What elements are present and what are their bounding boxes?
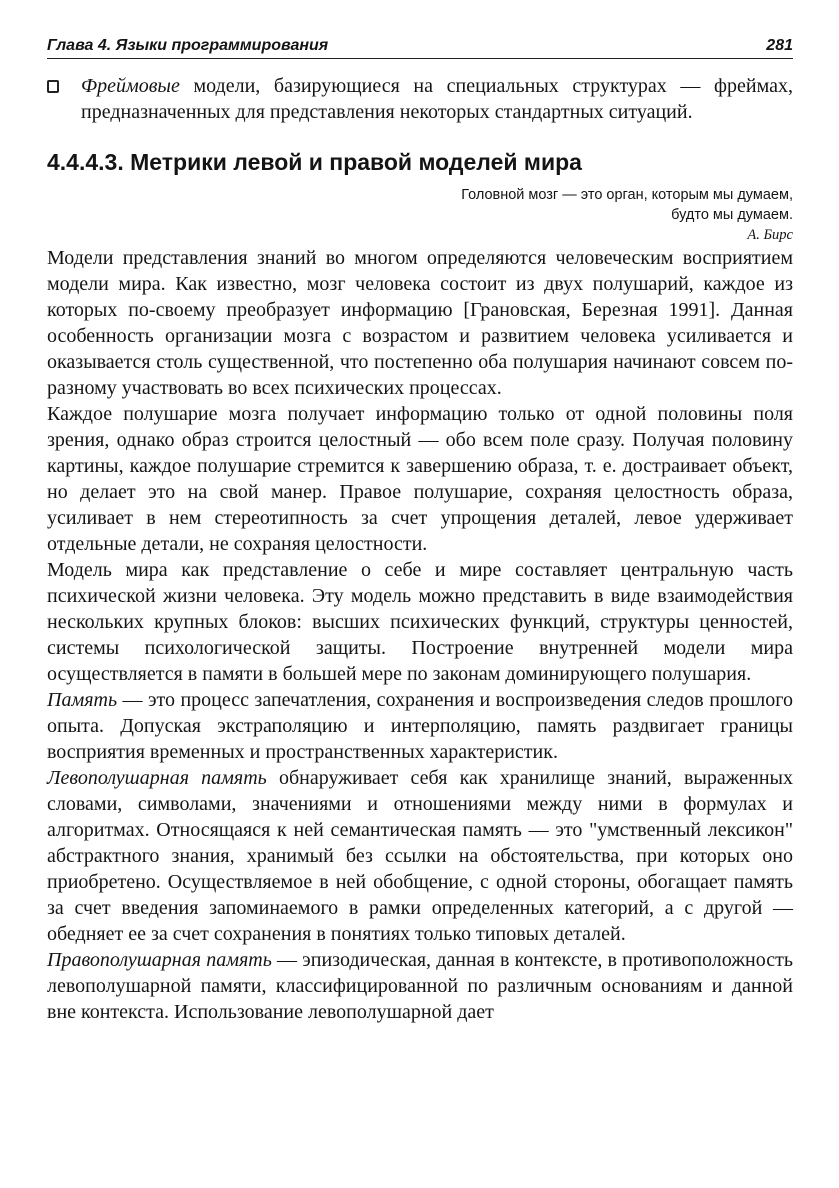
epigraph-line: Головной мозг — это орган, которым мы думаем, [461,187,793,203]
epigraph-line: будто мы думаем. [671,207,793,223]
paragraph-body: — это процесс запечатления, сохранения и воспроизведения следов прошлого опыта. Допуская экстраполяцию и интерполяцию, память раздвигает границы восприятия временных и пространственных характеристик. [47,689,793,763]
term-frame: Фреймовые [81,75,180,97]
term-right-memory: Правополушарная память [47,949,272,971]
paragraph [47,687,793,765]
bullet-text [81,73,793,125]
book-page [47,36,793,1025]
term-memory: Память [47,689,118,711]
chapter-title: Глава 4. Языки программирования [47,37,329,54]
section-heading: 4.4.4.3. Метрики левой и правой моделей мира [47,149,582,175]
paragraph-body: — эпизодическая, данная в контексте, в противоположность левополушарной памяти, классифицированной по различным основаниям и данной вне контекста. Использование левополушарной дает [47,949,793,1023]
paragraph: Модели представления знаний во многом определяются человеческим восприятием модели мира. Как известно, мозг человека состоит из двух полушарий, каждое из которых по-своему преобразует информацию [Грановская, Березная 1991]. Данная особенность организации мозга с возрастом и развитием человека усиливается и оказывается столь существенной, что постепенно оба полушария начинают совсем по-разному участвовать во всех психических процессах. [47,247,793,399]
paragraph: Каждое полушарие мозга получает информацию только от одной половины поля зрения, однако образ строится целостный — обо всем поле сразу. Получая половину картины, каждое полушарие стремится к завершению образа, т. е. достраивает объект, но делает это на свой манер. Правое полушарие, сохраняя целостность образа, усиливает в нем стереотипность за счет упрощения деталей, левое удерживает отдельные детали, не сохраняя целостности. [47,403,793,555]
paragraph: Модель мира как представление о себе и мире составляет центральную часть психической жизни человека. Эту модель можно представить в виде взаимодействия нескольких крупных блоков: высших психических функций, структуры ценностей, системы психологической защиты. Построение внутренней модели мира осуществляется в памяти в большей мере по законам доминирующего полушария. [47,559,793,685]
term-left-memory: Левополушарная память [47,767,267,789]
epigraph-author: А. Бирс [747,227,793,243]
paragraph [47,765,793,947]
epigraph [47,185,793,245]
checkbox-bullet-icon [47,80,59,93]
running-header [47,36,793,59]
page-number: 281 [766,37,793,54]
paragraph [47,947,793,1025]
paragraph-body: обнаруживает себя как хранилище знаний, выраженных словами, символами, значениями и отношениями между ними в формулах и алгоритмах. Относящаяся к ней семантическая память — это "умственный лексикон" абстрактного знания, хранимый без ссылки на обстоятельства, при которых оно приобретено. Осуществляемое в ней обобщение, с одной стороны, обогащает память за счет введения запоминаемого в рамки определенных категорий, а с другой — обедняет ее за счет сохранения в понятиях только типовых деталей. [47,767,793,945]
list-item [47,73,793,125]
bullet-body: модели, базирующиеся на специальных структурах — фреймах, предназначенных для представления некоторых стандартных ситуаций. [81,75,793,123]
